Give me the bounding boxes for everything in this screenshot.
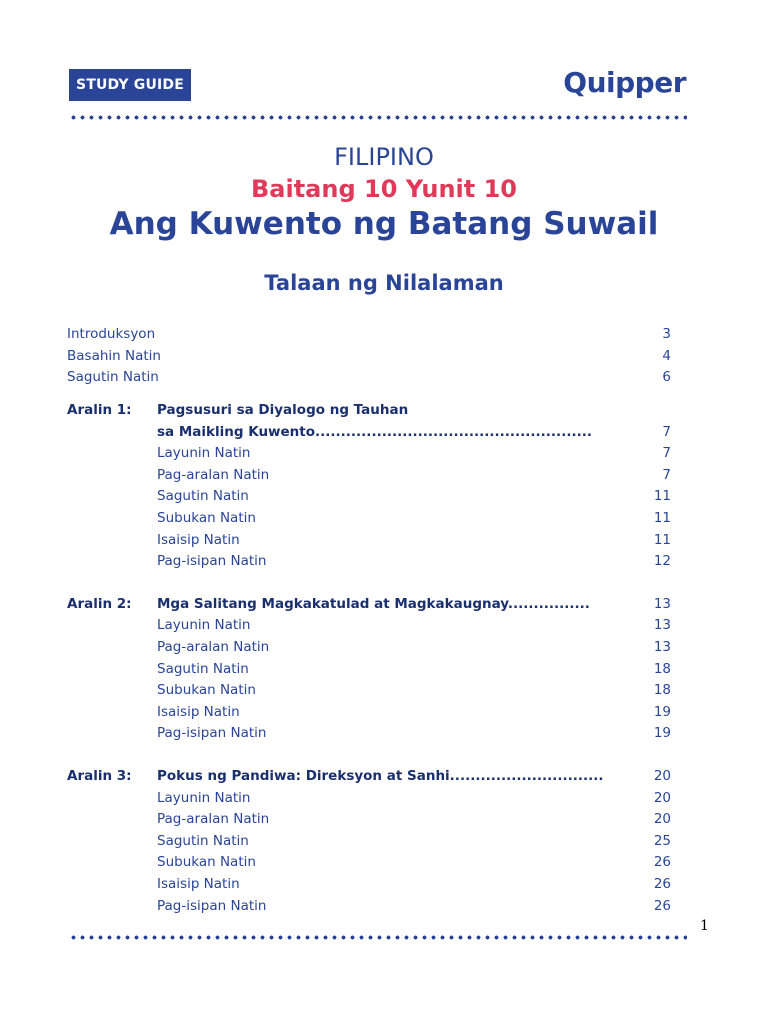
- toc-entry-page: 18: [653, 682, 671, 699]
- lesson-page: 7: [662, 423, 671, 440]
- toc-entry-label: Subukan Natin: [157, 510, 256, 526]
- page-number: 1: [700, 918, 709, 934]
- lesson-title: Pagsusuri sa Diyalogo ng Tauhan: [157, 402, 409, 418]
- grade-unit-title: Baitang 10 Yunit 10: [250, 175, 517, 203]
- toc-entry-label: Pag-aralan Natin: [157, 811, 270, 828]
- toc-entry-page: 11: [653, 510, 671, 526]
- toc-entry-label: Pag-aralan Natin: [157, 466, 270, 483]
- toc-heading: Talaan ng Nilalaman: [264, 271, 504, 295]
- lesson-title: sa Maikling Kuwento......................................................: [157, 423, 592, 440]
- toc-entry-page: 13: [653, 617, 671, 634]
- toc-entry-page: 12: [653, 553, 671, 570]
- toc-entry-page: 19: [653, 725, 671, 742]
- toc-entry-page: 19: [653, 703, 671, 720]
- toc-entry-label: Layunin Natin: [157, 789, 251, 806]
- toc-entry-page: 13: [653, 639, 671, 655]
- lesson-title: Pokus ng Pandiwa: Direksyon at Sanhi..............................: [157, 768, 604, 784]
- toc-entry-label: Basahin Natin: [67, 347, 161, 364]
- toc-entry-label: Introduksyon: [67, 326, 156, 342]
- toc-entry-page: 25: [653, 832, 671, 849]
- toc-entry-label: Layunin Natin: [157, 617, 251, 634]
- toc-entry-page: 11: [653, 531, 671, 548]
- toc-entry-page: 20: [653, 811, 671, 828]
- toc-entry-label: Pag-isipan Natin: [157, 553, 267, 570]
- subject-title: FILIPINO: [334, 143, 434, 171]
- toc-entry-page: 3: [662, 326, 671, 342]
- study-guide-badge: STUDY GUIDE: [69, 69, 191, 101]
- toc-entry-label: Isaisip Natin: [157, 531, 240, 548]
- toc-entry-label: Isaisip Natin: [157, 876, 240, 892]
- lesson-page: 20: [653, 768, 671, 784]
- toc-entry-label: Layunin Natin: [157, 445, 251, 462]
- unit-title: Ang Kuwento ng Batang Suwail: [109, 206, 659, 242]
- toc-entry-label: Pag-isipan Natin: [157, 897, 267, 914]
- lesson-number: Aralin 1:: [67, 402, 132, 418]
- toc-entry-page: 26: [653, 897, 671, 914]
- toc-entry-page: 7: [662, 445, 671, 462]
- bottom-dotted-divider: [69, 935, 687, 940]
- toc-entry-label: Pag-isipan Natin: [157, 725, 267, 742]
- toc-entry-page: 4: [662, 347, 671, 364]
- toc-entry-label: Subukan Natin: [157, 854, 256, 871]
- lesson-number: Aralin 3:: [67, 768, 132, 784]
- lesson-number: Aralin 2:: [67, 595, 132, 612]
- lesson-page: 13: [653, 595, 671, 612]
- toc-entry-page: 18: [653, 660, 671, 677]
- toc-entry-page: 20: [653, 789, 671, 806]
- toc-entry-label: Sagutin Natin: [67, 369, 159, 386]
- top-dotted-divider: [69, 115, 687, 120]
- toc-entry-page: 26: [653, 854, 671, 871]
- toc-entry-page: 11: [653, 488, 671, 505]
- toc-entry-label: Sagutin Natin: [157, 660, 249, 677]
- toc-entry-page: 26: [653, 876, 671, 892]
- toc-entry-label: Sagutin Natin: [157, 832, 249, 849]
- toc-entry-label: Pag-aralan Natin: [157, 639, 270, 655]
- toc-entry-label: Sagutin Natin: [157, 488, 249, 505]
- toc-entry-label: Subukan Natin: [157, 682, 256, 699]
- toc-entry-label: Isaisip Natin: [157, 703, 240, 720]
- lesson-title: Mga Salitang Magkakatulad at Magkakaugnay................: [157, 595, 590, 612]
- toc-entry-page: 7: [662, 466, 671, 483]
- toc-entry-page: 6: [662, 369, 671, 386]
- quipper-logo: Quipper: [563, 66, 686, 99]
